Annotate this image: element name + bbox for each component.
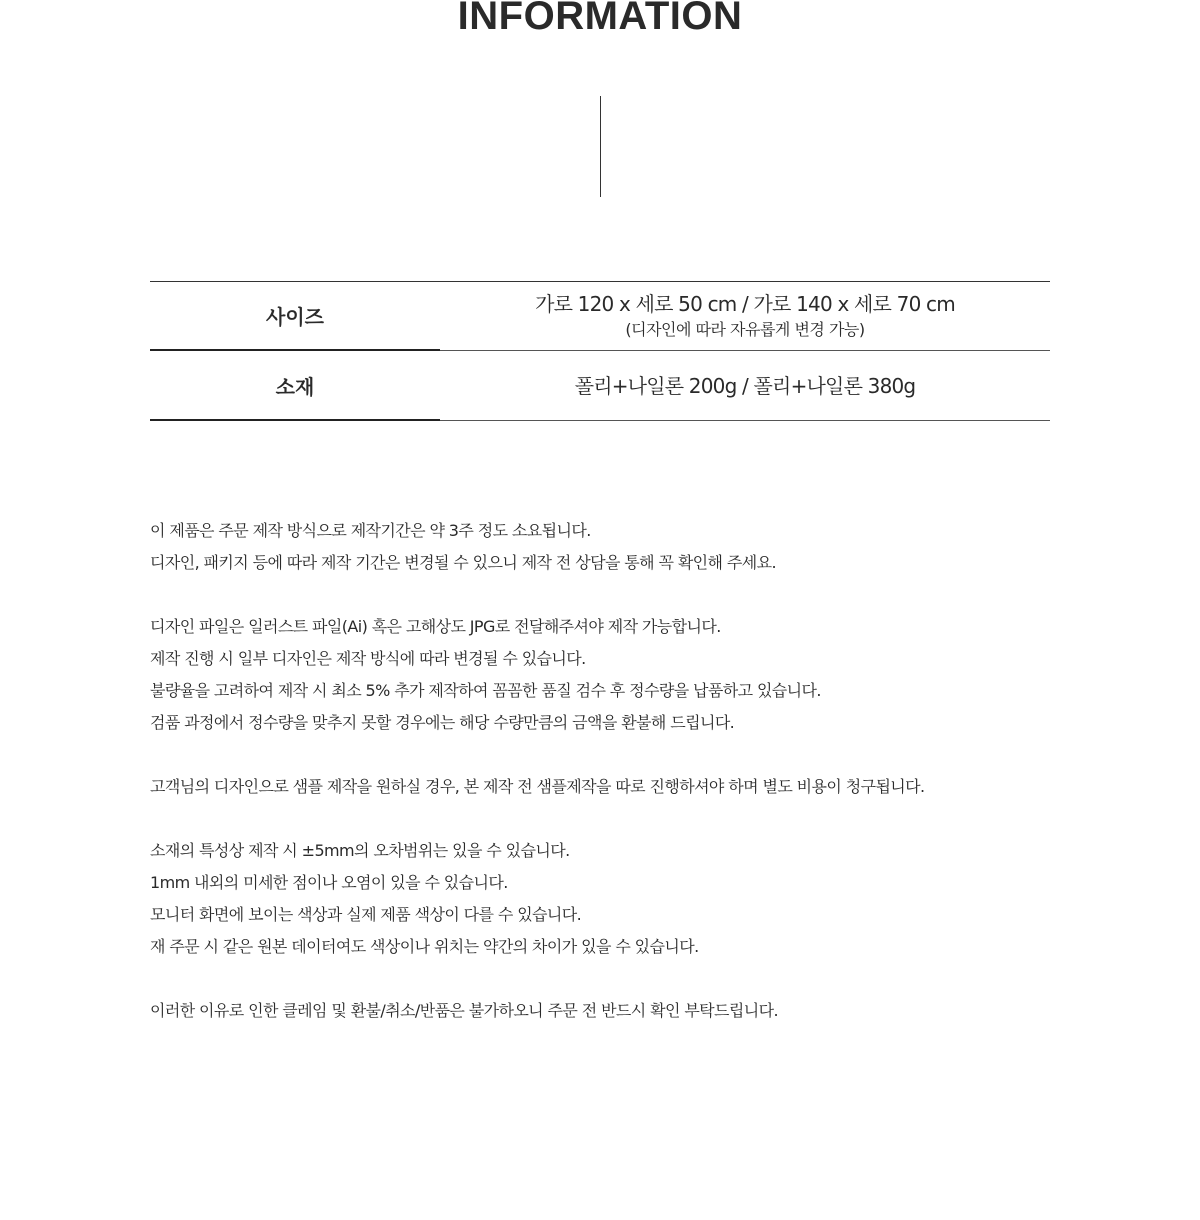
spec-label-material: 소재 bbox=[150, 351, 440, 421]
spec-label-size: 사이즈 bbox=[150, 281, 440, 351]
notice-line: 검품 과정에서 정수량을 맞추지 못할 경우에는 해당 수량만큼의 금액을 환불해 드립니다. bbox=[150, 713, 735, 732]
notice-line: 제작 진행 시 일부 디자인은 제작 방식에 따라 변경될 수 있습니다. bbox=[150, 649, 586, 668]
size-note: (디자인에 따라 자유롭게 변경 가능) bbox=[625, 319, 865, 339]
notice-line: 1mm 내외의 미세한 점이나 오염이 있을 수 있습니다. bbox=[150, 873, 508, 892]
size-value: 가로 120 x 세로 50 cm / 가로 140 x 세로 70 cm bbox=[535, 291, 955, 316]
notice-group-production bbox=[150, 515, 1050, 579]
material-value: 폴리+나일론 200g / 폴리+나일론 380g bbox=[574, 373, 916, 398]
notice-line: 고객님의 디자인으로 샘플 제작을 원하실 경우, 본 제작 전 샘플제작을 따로 진행하셔야 하며 별도 비용이 청구됩니다. bbox=[150, 777, 925, 796]
notice-group-refund bbox=[150, 995, 1050, 1027]
notice-group-design-file bbox=[150, 611, 1050, 739]
notice-line: 디자인, 패키지 등에 따라 제작 기간은 변경될 수 있으니 제작 전 상담을 통해 꼭 확인해 주세요. bbox=[150, 553, 776, 572]
notice-section bbox=[150, 515, 1050, 1059]
notice-line: 재 주문 시 같은 원본 데이터여도 색상이나 위치는 약간의 차이가 있을 수 있습니다. bbox=[150, 937, 699, 956]
notice-line: 모니터 화면에 보이는 색상과 실제 제품 색상이 다를 수 있습니다. bbox=[150, 905, 582, 924]
spec-row-size bbox=[150, 281, 1050, 351]
spec-row-material bbox=[150, 351, 1050, 421]
vertical-divider bbox=[600, 96, 601, 197]
notice-group-sample bbox=[150, 771, 1050, 803]
notice-line: 이 제품은 주문 제작 방식으로 제작기간은 약 3주 정도 소요됩니다. bbox=[150, 521, 591, 540]
spec-value-material bbox=[440, 351, 1050, 421]
page-title: INFORMATION bbox=[457, 0, 743, 38]
spec-value-size bbox=[440, 281, 1050, 351]
notice-line: 디자인 파일은 일러스트 파일(Ai) 혹은 고해상도 JPG로 전달해주셔야 제작 가능합니다. bbox=[150, 617, 721, 636]
spec-table bbox=[150, 281, 1050, 421]
notice-line: 소재의 특성상 제작 시 ±5mm의 오차범위는 있을 수 있습니다. bbox=[150, 841, 570, 860]
notice-line: 이러한 이유로 인한 클레임 및 환불/취소/반품은 불가하오니 주문 전 반드시 확인 부탁드립니다. bbox=[150, 1001, 778, 1020]
notice-group-tolerance bbox=[150, 835, 1050, 963]
notice-line: 불량율을 고려하여 제작 시 최소 5% 추가 제작하여 꼼꼼한 품질 검수 후 정수량을 납품하고 있습니다. bbox=[150, 681, 821, 700]
